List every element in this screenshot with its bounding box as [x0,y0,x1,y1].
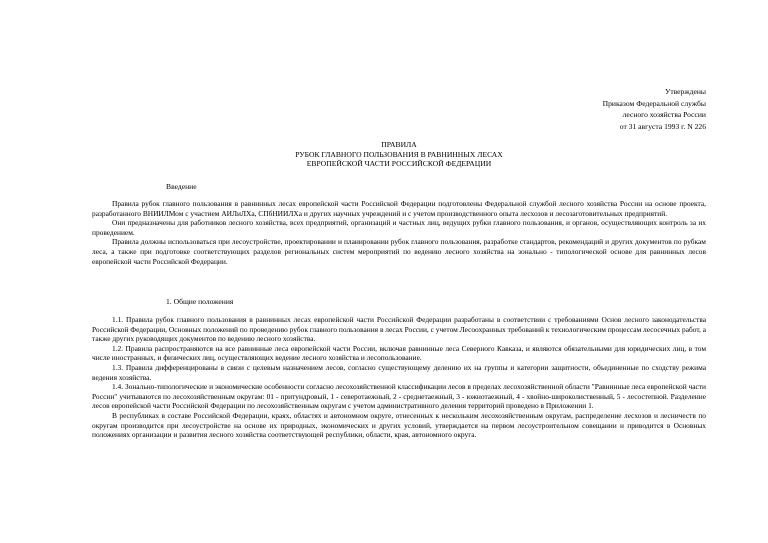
section-paragraph: 1.2. Правила распространяются на все равнинные леса европейской части России, включая равнинные леса Северного Кавказа, и являются обязательными для юридических лиц, в том числе иностранных, и физических лиц, осуществляющих ведение лесного хозяйства и лесопользование. [92,343,706,363]
approval-line: Утверждены [664,87,706,96]
approval-line: лесного хозяйства России [622,110,706,120]
section-heading: 1. Общие положения [166,297,234,306]
section-paragraph: 1.3. Правила дифференцированы в связи с целевым назначением лесов, согласно существующему делению их на группы и категории защитности, объединенные по сходству режима ведения хозяйства. [92,362,706,382]
section-paragraph: 1.4. Зонально-типологические и экономические особенности согласно лесохозяйственной классификации лесов в пределах лесохозяйственной области "Равнинные леса европейской части России" учитываются по лесохозяйственным округам: 01 - притундровый, 1 - северотаежный, 2 - среднетаежный, 3 - южнотаежный, 4 - хвойно-широколиственный, 5 - лесостепной. Разделение лесов европейской части Российской Федерации по лесохозяйственным округам с учетом административного деления территорий проведено в Приложении 1. [92,382,706,411]
section-paragraph: В республиках в составе Российской Федерации, краях, областях и автономном округе, отнесенных к нескольким лесохозяйственным округам, распределение лесхозов и лесничеств по округам производится при лесоустройстве на основе их природных, экономических и других условий, утверждается на первом лесоустроительном совещании и приводится в Основных положениях организации и развития лесного хозяйства соответствующей республики, области, края, автономного округа. [92,410,706,440]
document-title [92,140,706,169]
general-provisions-section [92,315,706,440]
title-line: ПРАВИЛА [381,140,417,149]
intro-section [92,199,706,266]
approval-line: Приказом Федеральной службы [602,98,706,108]
section-paragraph: 1.1. Правила рубок главного пользования в равнинных лесах европейской части Российской Федерации разработаны в соответствии с требованиями Основ лесного законодательства Российской Федерации, Основных положений по проведению рубок главного пользования в лесах России, с учетом Лесоохранных требований к технологическим процессам лесосечных работ, а также других руководящих документов по ведению лесного хозяйства. [92,315,706,344]
intro-paragraph: Они предназначены для работников лесного хозяйства, всех предприятий, организаций и частных лиц, ведущих рубки главного пользования, и органов, осуществляющих контроль за их проведением. [92,218,706,237]
intro-paragraph: Правила должны использоваться при лесоустройстве, проектировании и планировании рубок главного пользования, разработке стандартов, рекомендаций и других документов по рубкам леса, а также при подготовке соответствующих разделов региональных систем мероприятий по ведению лесного хозяйства на зонально - типологической основе для равнинных лесов европейской части Российской Федерации. [92,237,706,266]
title-line: ЕВРОПЕЙСКОЙ ЧАСТИ РОССИЙСКОЙ ФЕДЕРАЦИИ [306,159,492,169]
intro-paragraph: Правила рубок главного пользования в равнинных лесах европейской части Российской Федерации подготовлены Федеральной службой лесного хозяйства России на основе проекта, разработанного ВНИИЛМом с участием АИЛиЛХа, СПбНИИЛХа и других научных учреждений и с учетом производственного опыта лесхозов и лесозаготовительных предприятий. [92,199,706,218]
document-page [92,0,706,543]
intro-heading: Введение [166,182,197,191]
approval-line: от 31 августа 1993 г. N 226 [619,121,706,131]
title-line: РУБОК ГЛАВНОГО ПОЛЬЗОВАНИЯ В РАВНИННЫХ ЛЕСАХ [295,149,503,159]
approval-block [603,86,706,132]
